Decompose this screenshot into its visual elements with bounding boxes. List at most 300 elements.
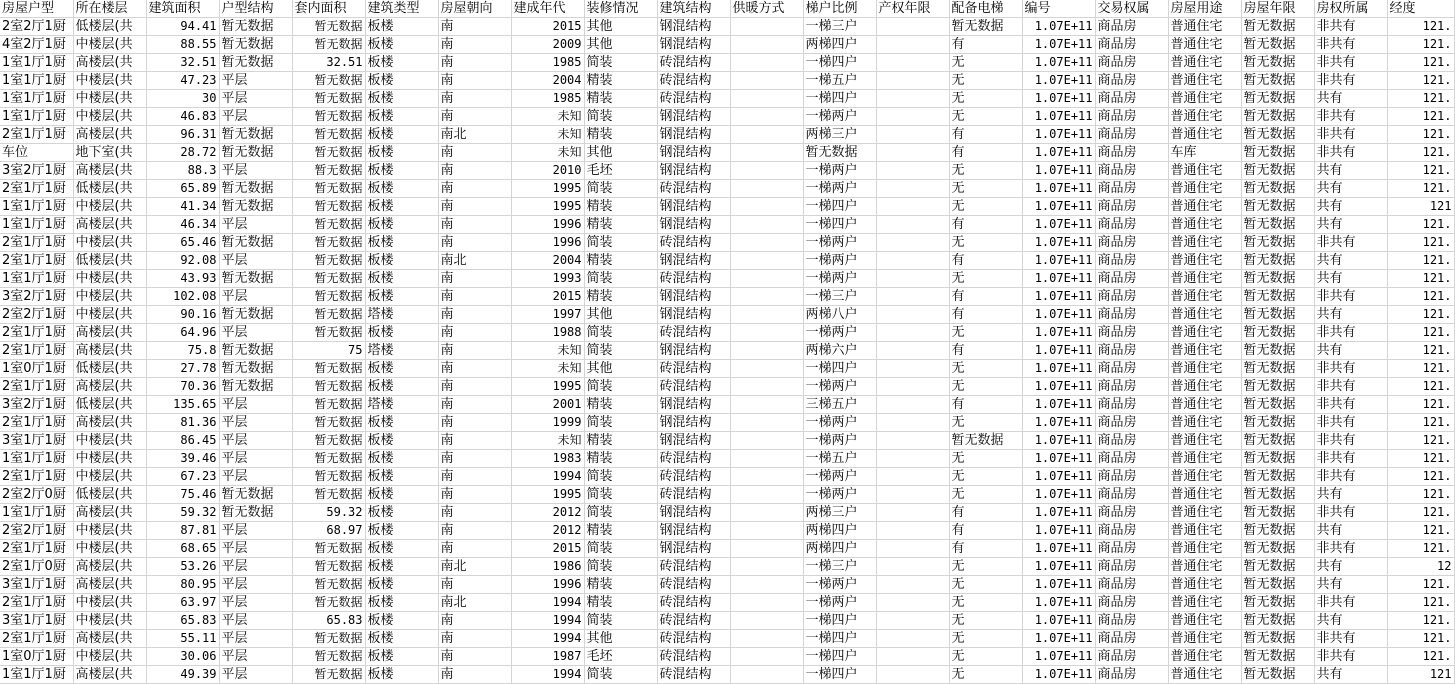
table-cell[interactable]: 暂无数据 <box>1241 126 1314 144</box>
table-cell[interactable]: 商品房 <box>1095 288 1168 306</box>
table-cell[interactable]: 砖混结构 <box>657 234 730 252</box>
table-cell[interactable]: 普通住宅 <box>1168 54 1241 72</box>
table-cell[interactable] <box>876 486 949 504</box>
table-cell[interactable]: 一梯四户 <box>803 54 876 72</box>
table-cell[interactable]: 普通住宅 <box>1168 594 1241 612</box>
table-cell[interactable]: 暂无数据 <box>292 90 365 108</box>
table-cell[interactable]: 暂无数据 <box>1241 450 1314 468</box>
table-cell[interactable]: 两梯三户 <box>803 126 876 144</box>
table-cell[interactable]: 121. <box>1387 540 1454 558</box>
table-cell[interactable]: 2室1厅1厨 <box>0 414 73 432</box>
header-cell[interactable]: 建筑类型 <box>365 0 438 18</box>
table-cell[interactable]: 无 <box>949 108 1022 126</box>
table-cell[interactable]: 砖混结构 <box>657 54 730 72</box>
table-cell[interactable]: 暂无数据 <box>1241 144 1314 162</box>
table-cell[interactable]: 暂无数据 <box>292 36 365 54</box>
table-cell[interactable]: 121. <box>1387 432 1454 450</box>
table-cell[interactable] <box>876 396 949 414</box>
table-cell[interactable]: 非共有 <box>1314 594 1387 612</box>
table-cell[interactable] <box>730 576 803 594</box>
table-cell[interactable]: 121. <box>1387 162 1454 180</box>
table-cell[interactable] <box>730 450 803 468</box>
table-cell[interactable]: 砖混结构 <box>657 648 730 666</box>
table-cell[interactable]: 平层 <box>219 108 292 126</box>
table-cell[interactable]: 一梯四户 <box>803 630 876 648</box>
table-cell[interactable]: 1室1厅1厨 <box>0 108 73 126</box>
table-cell[interactable]: 精装 <box>584 576 657 594</box>
table-cell[interactable] <box>730 234 803 252</box>
table-cell[interactable]: 板楼 <box>365 108 438 126</box>
table-cell[interactable]: 其他 <box>584 306 657 324</box>
table-cell[interactable]: 暂无数据 <box>1241 630 1314 648</box>
table-cell[interactable]: 1.07E+11 <box>1022 180 1095 198</box>
table-cell[interactable]: 121. <box>1387 468 1454 486</box>
table-cell[interactable]: 板楼 <box>365 324 438 342</box>
table-cell[interactable]: 非共有 <box>1314 432 1387 450</box>
table-cell[interactable]: 南 <box>438 36 511 54</box>
table-cell[interactable]: 暂无数据 <box>292 648 365 666</box>
table-cell[interactable]: 车位 <box>0 144 73 162</box>
table-cell[interactable]: 砖混结构 <box>657 576 730 594</box>
table-cell[interactable]: 47.23 <box>146 72 219 90</box>
table-cell[interactable]: 板楼 <box>365 432 438 450</box>
table-cell[interactable]: 商品房 <box>1095 198 1168 216</box>
table-cell[interactable]: 121. <box>1387 54 1454 72</box>
table-cell[interactable]: 92.08 <box>146 252 219 270</box>
table-cell[interactable] <box>730 360 803 378</box>
table-cell[interactable]: 普通住宅 <box>1168 522 1241 540</box>
table-cell[interactable]: 砖混结构 <box>657 486 730 504</box>
table-cell[interactable]: 3室2厅1厨 <box>0 162 73 180</box>
table-cell[interactable]: 商品房 <box>1095 576 1168 594</box>
table-cell[interactable]: 121 <box>1387 198 1454 216</box>
table-cell[interactable] <box>730 414 803 432</box>
table-cell[interactable] <box>730 36 803 54</box>
table-cell[interactable] <box>876 270 949 288</box>
table-cell[interactable]: 59.32 <box>292 504 365 522</box>
table-cell[interactable]: 简装 <box>584 540 657 558</box>
table-cell[interactable]: 1.07E+11 <box>1022 342 1095 360</box>
table-cell[interactable]: 精装 <box>584 288 657 306</box>
table-cell[interactable] <box>730 54 803 72</box>
table-cell[interactable]: 55.11 <box>146 630 219 648</box>
table-cell[interactable]: 板楼 <box>365 18 438 36</box>
table-cell[interactable]: 暂无数据 <box>292 486 365 504</box>
table-cell[interactable]: 暂无数据 <box>1241 612 1314 630</box>
table-cell[interactable]: 南 <box>438 504 511 522</box>
table-cell[interactable]: 有 <box>949 396 1022 414</box>
table-cell[interactable]: 普通住宅 <box>1168 342 1241 360</box>
table-cell[interactable]: 2室2厅1厨 <box>0 306 73 324</box>
table-cell[interactable] <box>730 306 803 324</box>
table-cell[interactable]: 高楼层(共 <box>73 558 146 576</box>
table-cell[interactable]: 未知 <box>511 144 584 162</box>
table-cell[interactable]: 未知 <box>511 108 584 126</box>
table-cell[interactable]: 非共有 <box>1314 36 1387 54</box>
table-cell[interactable]: 有 <box>949 216 1022 234</box>
table-cell[interactable]: 简装 <box>584 54 657 72</box>
table-cell[interactable]: 65.46 <box>146 234 219 252</box>
table-cell[interactable]: 一梯五户 <box>803 72 876 90</box>
table-cell[interactable]: 商品房 <box>1095 630 1168 648</box>
table-cell[interactable]: 一梯三户 <box>803 18 876 36</box>
table-cell[interactable]: 2室1厅1厨 <box>0 180 73 198</box>
table-cell[interactable]: 暂无数据 <box>219 486 292 504</box>
table-cell[interactable]: 暂无数据 <box>292 468 365 486</box>
table-cell[interactable]: 有 <box>949 504 1022 522</box>
table-cell[interactable]: 88.55 <box>146 36 219 54</box>
table-cell[interactable]: 一梯四户 <box>803 360 876 378</box>
table-cell[interactable]: 共有 <box>1314 180 1387 198</box>
table-cell[interactable]: 暂无数据 <box>1241 324 1314 342</box>
table-cell[interactable]: 砖混结构 <box>657 378 730 396</box>
table-cell[interactable]: 南 <box>438 198 511 216</box>
table-cell[interactable]: 102.08 <box>146 288 219 306</box>
table-cell[interactable]: 平层 <box>219 666 292 684</box>
table-cell[interactable]: 普通住宅 <box>1168 216 1241 234</box>
table-cell[interactable]: 普通住宅 <box>1168 558 1241 576</box>
header-cell[interactable]: 建成年代 <box>511 0 584 18</box>
table-cell[interactable]: 共有 <box>1314 486 1387 504</box>
table-cell[interactable]: 其他 <box>584 36 657 54</box>
table-cell[interactable] <box>876 558 949 576</box>
table-cell[interactable]: 板楼 <box>365 252 438 270</box>
table-cell[interactable]: 无 <box>949 666 1022 684</box>
table-cell[interactable]: 两梯三户 <box>803 504 876 522</box>
table-cell[interactable]: 一梯三户 <box>803 558 876 576</box>
table-cell[interactable]: 普通住宅 <box>1168 360 1241 378</box>
table-cell[interactable]: 板楼 <box>365 216 438 234</box>
table-cell[interactable]: 121. <box>1387 324 1454 342</box>
table-cell[interactable]: 65.89 <box>146 180 219 198</box>
table-cell[interactable]: 低楼层(共 <box>73 180 146 198</box>
table-cell[interactable]: 钢混结构 <box>657 108 730 126</box>
table-cell[interactable]: 高楼层(共 <box>73 54 146 72</box>
table-cell[interactable]: 南 <box>438 144 511 162</box>
table-cell[interactable]: 非共有 <box>1314 72 1387 90</box>
table-cell[interactable]: 无 <box>949 414 1022 432</box>
table-cell[interactable]: 1.07E+11 <box>1022 306 1095 324</box>
table-cell[interactable]: 简装 <box>584 324 657 342</box>
table-cell[interactable] <box>876 252 949 270</box>
header-cell[interactable]: 房屋用途 <box>1168 0 1241 18</box>
table-cell[interactable]: 商品房 <box>1095 666 1168 684</box>
table-cell[interactable]: 商品房 <box>1095 342 1168 360</box>
table-cell[interactable]: 暂无数据 <box>1241 180 1314 198</box>
table-cell[interactable]: 有 <box>949 288 1022 306</box>
table-cell[interactable] <box>876 126 949 144</box>
table-cell[interactable]: 板楼 <box>365 180 438 198</box>
table-cell[interactable]: 暂无数据 <box>1241 18 1314 36</box>
table-cell[interactable]: 普通住宅 <box>1168 648 1241 666</box>
table-cell[interactable]: 暂无数据 <box>219 504 292 522</box>
table-cell[interactable]: 商品房 <box>1095 540 1168 558</box>
table-cell[interactable]: 其他 <box>584 360 657 378</box>
table-cell[interactable]: 商品房 <box>1095 18 1168 36</box>
header-cell[interactable]: 房权所属 <box>1314 0 1387 18</box>
table-cell[interactable]: 一梯三户 <box>803 288 876 306</box>
table-cell[interactable]: 非共有 <box>1314 54 1387 72</box>
table-cell[interactable]: 1.07E+11 <box>1022 378 1095 396</box>
table-cell[interactable]: 南 <box>438 432 511 450</box>
table-cell[interactable]: 无 <box>949 180 1022 198</box>
table-cell[interactable]: 南 <box>438 306 511 324</box>
table-cell[interactable]: 塔楼 <box>365 342 438 360</box>
table-cell[interactable]: 低楼层(共 <box>73 486 146 504</box>
table-cell[interactable]: 平层 <box>219 612 292 630</box>
table-cell[interactable]: 1985 <box>511 54 584 72</box>
table-cell[interactable]: 3室2厅1厨 <box>0 396 73 414</box>
table-cell[interactable]: 板楼 <box>365 36 438 54</box>
table-cell[interactable]: 板楼 <box>365 450 438 468</box>
table-cell[interactable]: 板楼 <box>365 558 438 576</box>
table-cell[interactable]: 2009 <box>511 36 584 54</box>
table-cell[interactable]: 暂无数据 <box>292 666 365 684</box>
table-cell[interactable]: 30 <box>146 90 219 108</box>
table-cell[interactable]: 86.45 <box>146 432 219 450</box>
table-cell[interactable]: 其他 <box>584 18 657 36</box>
table-cell[interactable]: 平层 <box>219 576 292 594</box>
table-cell[interactable]: 砖混结构 <box>657 360 730 378</box>
table-cell[interactable]: 简装 <box>584 342 657 360</box>
table-cell[interactable]: 普通住宅 <box>1168 432 1241 450</box>
table-cell[interactable] <box>876 162 949 180</box>
table-cell[interactable]: 1室1厅1厨 <box>0 216 73 234</box>
table-cell[interactable]: 1室1厅1厨 <box>0 90 73 108</box>
table-cell[interactable]: 南 <box>438 576 511 594</box>
table-cell[interactable]: 1.07E+11 <box>1022 162 1095 180</box>
table-cell[interactable]: 商品房 <box>1095 144 1168 162</box>
header-cell[interactable]: 经度 <box>1387 0 1454 18</box>
table-cell[interactable]: 板楼 <box>365 522 438 540</box>
table-cell[interactable]: 普通住宅 <box>1168 396 1241 414</box>
table-cell[interactable]: 板楼 <box>365 468 438 486</box>
table-cell[interactable]: 1993 <box>511 270 584 288</box>
table-cell[interactable]: 中楼层(共 <box>73 468 146 486</box>
table-cell[interactable]: 平层 <box>219 432 292 450</box>
table-cell[interactable]: 非共有 <box>1314 144 1387 162</box>
table-cell[interactable]: 3室1厅1厨 <box>0 576 73 594</box>
table-cell[interactable]: 无 <box>949 378 1022 396</box>
table-cell[interactable]: 南北 <box>438 252 511 270</box>
table-cell[interactable]: 1994 <box>511 666 584 684</box>
table-cell[interactable] <box>876 234 949 252</box>
table-cell[interactable]: 一梯两户 <box>803 234 876 252</box>
table-cell[interactable]: 低楼层(共 <box>73 360 146 378</box>
table-cell[interactable]: 1室1厅1厨 <box>0 54 73 72</box>
table-cell[interactable]: 板楼 <box>365 378 438 396</box>
table-cell[interactable] <box>730 594 803 612</box>
table-cell[interactable]: 65.83 <box>146 612 219 630</box>
table-cell[interactable]: 3室2厅1厨 <box>0 288 73 306</box>
table-cell[interactable] <box>730 198 803 216</box>
table-cell[interactable]: 南 <box>438 360 511 378</box>
table-cell[interactable]: 板楼 <box>365 540 438 558</box>
table-cell[interactable] <box>730 666 803 684</box>
table-cell[interactable]: 平层 <box>219 630 292 648</box>
table-cell[interactable]: 钢混结构 <box>657 396 730 414</box>
table-cell[interactable]: 平层 <box>219 162 292 180</box>
table-cell[interactable]: 非共有 <box>1314 468 1387 486</box>
table-cell[interactable]: 2室1厅1厨 <box>0 378 73 396</box>
table-cell[interactable]: 商品房 <box>1095 234 1168 252</box>
table-cell[interactable]: 高楼层(共 <box>73 666 146 684</box>
table-cell[interactable]: 共有 <box>1314 576 1387 594</box>
table-cell[interactable]: 暂无数据 <box>219 180 292 198</box>
header-cell[interactable]: 房屋年限 <box>1241 0 1314 18</box>
table-cell[interactable]: 1.07E+11 <box>1022 216 1095 234</box>
table-cell[interactable]: 精装 <box>584 450 657 468</box>
table-cell[interactable] <box>730 396 803 414</box>
table-cell[interactable]: 81.36 <box>146 414 219 432</box>
table-cell[interactable]: 无 <box>949 270 1022 288</box>
table-cell[interactable] <box>730 432 803 450</box>
table-cell[interactable]: 商品房 <box>1095 396 1168 414</box>
table-cell[interactable]: 精装 <box>584 432 657 450</box>
table-cell[interactable]: 低楼层(共 <box>73 396 146 414</box>
table-cell[interactable]: 普通住宅 <box>1168 540 1241 558</box>
table-cell[interactable]: 塔楼 <box>365 306 438 324</box>
table-cell[interactable]: 1.07E+11 <box>1022 414 1095 432</box>
table-cell[interactable]: 商品房 <box>1095 216 1168 234</box>
table-cell[interactable]: 一梯两户 <box>803 468 876 486</box>
table-cell[interactable]: 2室1厅1厨 <box>0 324 73 342</box>
table-cell[interactable]: 南 <box>438 450 511 468</box>
table-cell[interactable]: 精装 <box>584 594 657 612</box>
table-cell[interactable]: 毛坯 <box>584 648 657 666</box>
table-cell[interactable]: 暂无数据 <box>292 18 365 36</box>
table-cell[interactable]: 1.07E+11 <box>1022 630 1095 648</box>
table-cell[interactable]: 非共有 <box>1314 126 1387 144</box>
table-cell[interactable]: 暂无数据 <box>292 72 365 90</box>
table-cell[interactable]: 暂无数据 <box>219 378 292 396</box>
table-cell[interactable]: 中楼层(共 <box>73 108 146 126</box>
table-cell[interactable] <box>876 18 949 36</box>
table-cell[interactable]: 南 <box>438 630 511 648</box>
table-cell[interactable]: 简装 <box>584 234 657 252</box>
table-cell[interactable]: 90.16 <box>146 306 219 324</box>
table-cell[interactable]: 非共有 <box>1314 648 1387 666</box>
table-cell[interactable]: 87.81 <box>146 522 219 540</box>
table-cell[interactable]: 121. <box>1387 522 1454 540</box>
table-cell[interactable]: 共有 <box>1314 270 1387 288</box>
table-cell[interactable]: 暂无数据 <box>292 396 365 414</box>
table-cell[interactable]: 暂无数据 <box>1241 54 1314 72</box>
table-cell[interactable]: 南 <box>438 180 511 198</box>
table-cell[interactable]: 普通住宅 <box>1168 504 1241 522</box>
table-cell[interactable]: 暂无数据 <box>949 18 1022 36</box>
table-cell[interactable] <box>730 162 803 180</box>
table-cell[interactable]: 简装 <box>584 558 657 576</box>
table-cell[interactable]: 暂无数据 <box>292 414 365 432</box>
table-cell[interactable]: 无 <box>949 450 1022 468</box>
table-cell[interactable]: 1室1厅1厨 <box>0 450 73 468</box>
table-cell[interactable]: 暂无数据 <box>292 324 365 342</box>
table-cell[interactable]: 暂无数据 <box>1241 36 1314 54</box>
table-cell[interactable]: 精装 <box>584 198 657 216</box>
table-cell[interactable]: 一梯两户 <box>803 414 876 432</box>
table-cell[interactable]: 1.07E+11 <box>1022 594 1095 612</box>
table-cell[interactable]: 两梯四户 <box>803 522 876 540</box>
table-cell[interactable]: 南 <box>438 522 511 540</box>
table-cell[interactable]: 1.07E+11 <box>1022 144 1095 162</box>
table-cell[interactable]: 共有 <box>1314 666 1387 684</box>
table-cell[interactable]: 未知 <box>511 126 584 144</box>
table-cell[interactable]: 1994 <box>511 594 584 612</box>
table-cell[interactable]: 暂无数据 <box>1241 486 1314 504</box>
table-cell[interactable]: 一梯两户 <box>803 252 876 270</box>
table-cell[interactable]: 2015 <box>511 540 584 558</box>
table-cell[interactable]: 砖混结构 <box>657 630 730 648</box>
table-cell[interactable]: 普通住宅 <box>1168 288 1241 306</box>
table-cell[interactable]: 中楼层(共 <box>73 198 146 216</box>
table-cell[interactable] <box>730 342 803 360</box>
table-cell[interactable]: 1室1厅1厨 <box>0 72 73 90</box>
table-cell[interactable]: 121. <box>1387 648 1454 666</box>
table-cell[interactable]: 南 <box>438 234 511 252</box>
table-cell[interactable]: 普通住宅 <box>1168 198 1241 216</box>
table-cell[interactable]: 南 <box>438 648 511 666</box>
table-cell[interactable]: 1.07E+11 <box>1022 450 1095 468</box>
table-cell[interactable]: 南 <box>438 54 511 72</box>
table-cell[interactable]: 暂无数据 <box>1241 162 1314 180</box>
table-cell[interactable]: 暂无数据 <box>1241 576 1314 594</box>
table-cell[interactable]: 暂无数据 <box>1241 540 1314 558</box>
table-cell[interactable]: 1986 <box>511 558 584 576</box>
table-cell[interactable]: 49.39 <box>146 666 219 684</box>
table-cell[interactable]: 暂无数据 <box>292 198 365 216</box>
table-cell[interactable]: 1.07E+11 <box>1022 648 1095 666</box>
table-cell[interactable]: 精装 <box>584 396 657 414</box>
table-cell[interactable]: 无 <box>949 468 1022 486</box>
table-cell[interactable]: 普通住宅 <box>1168 108 1241 126</box>
table-cell[interactable]: 暂无数据 <box>803 144 876 162</box>
table-cell[interactable]: 2001 <box>511 396 584 414</box>
table-cell[interactable]: 1994 <box>511 468 584 486</box>
table-cell[interactable]: 平层 <box>219 324 292 342</box>
table-cell[interactable]: 普通住宅 <box>1168 36 1241 54</box>
table-cell[interactable]: 1988 <box>511 324 584 342</box>
table-cell[interactable]: 1.07E+11 <box>1022 252 1095 270</box>
table-cell[interactable]: 121. <box>1387 252 1454 270</box>
table-cell[interactable]: 暂无数据 <box>219 234 292 252</box>
table-cell[interactable]: 南 <box>438 396 511 414</box>
table-cell[interactable]: 1.07E+11 <box>1022 396 1095 414</box>
table-cell[interactable]: 商品房 <box>1095 252 1168 270</box>
table-cell[interactable]: 简装 <box>584 108 657 126</box>
table-cell[interactable]: 钢混结构 <box>657 216 730 234</box>
table-cell[interactable]: 暂无数据 <box>292 540 365 558</box>
table-cell[interactable]: 121. <box>1387 612 1454 630</box>
table-cell[interactable]: 南 <box>438 666 511 684</box>
table-cell[interactable]: 2004 <box>511 72 584 90</box>
table-cell[interactable]: 1.07E+11 <box>1022 90 1095 108</box>
table-cell[interactable]: 暂无数据 <box>292 378 365 396</box>
table-cell[interactable]: 普通住宅 <box>1168 72 1241 90</box>
table-cell[interactable]: 共有 <box>1314 558 1387 576</box>
table-cell[interactable]: 1室1厅1厨 <box>0 270 73 288</box>
table-cell[interactable]: 1.07E+11 <box>1022 666 1095 684</box>
table-cell[interactable]: 高楼层(共 <box>73 126 146 144</box>
table-cell[interactable]: 46.83 <box>146 108 219 126</box>
table-cell[interactable]: 有 <box>949 522 1022 540</box>
table-cell[interactable]: 平层 <box>219 396 292 414</box>
table-cell[interactable] <box>876 594 949 612</box>
table-cell[interactable]: 共有 <box>1314 612 1387 630</box>
table-cell[interactable]: 简装 <box>584 504 657 522</box>
table-cell[interactable]: 68.65 <box>146 540 219 558</box>
table-cell[interactable]: 中楼层(共 <box>73 72 146 90</box>
